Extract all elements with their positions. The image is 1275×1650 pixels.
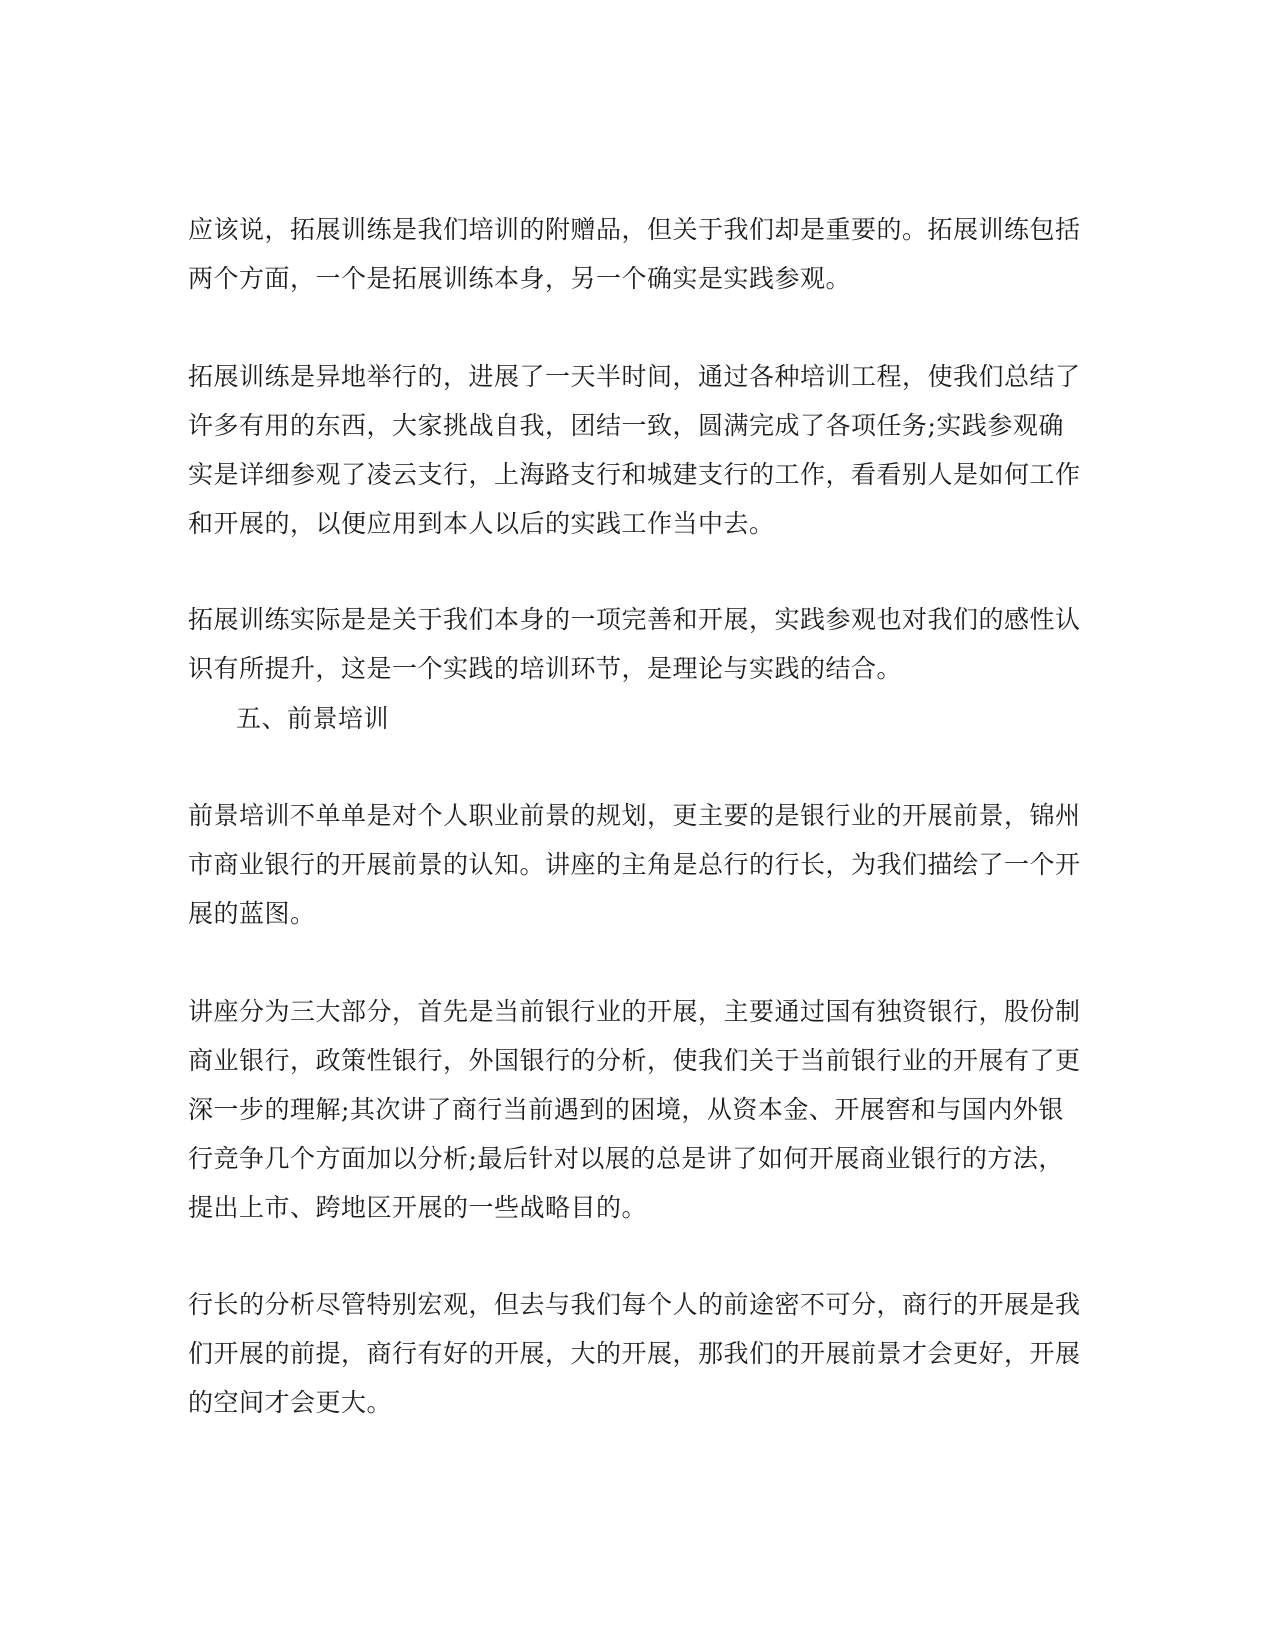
paragraph-outdoor-training-details: 拓展训练是异地举行的，进展了一天半时间，通过各种培训工程，使我们总结了许多有用的东西，大家挑战自我，团结一致，圆满完成了各项任务;实践参观确实是详细参观了凌云支行，上海路支行和城建支行的工作，看看别人是如何工作和开展的，以便应用到本人以后的实践工作当中去。	[188, 362, 1081, 538]
paragraph-outdoor-training-summary: 拓展训练实际是是关于我们本身的一项完善和开展，实践参观也对我们的感性认识有所提升，这是一个实践的培训环节，是理论与实践的结合。	[188, 605, 1081, 683]
paragraph-lecture-structure: 讲座分为三大部分，首先是当前银行业的开展，主要通过国有独资银行，股份制商业银行，政策性银行，外国银行的分析，使我们关于当前银行业的开展有了更深一步的理解;其次讲了商行当前遇到的困境，从资本金、开展窖和与国内外银行竞争几个方面加以分析;最后针对以展的总是讲了如何开展商业银行的方法，提出上市、跨地区开展的一些战略目的。	[188, 997, 1081, 1222]
section-heading: 五、前景培训	[236, 704, 390, 733]
paragraph-prospect-training-intro: 前景培训不单单是对个人职业前景的规划，更主要的是银行业的开展前景，锦州市商业银行的开展前景的认知。讲座的主角是总行的行长，为我们描绘了一个开展的蓝图。	[188, 801, 1081, 928]
paragraph-president-analysis: 行长的分析尽管特别宏观，但去与我们每个人的前途密不可分，商行的开展是我们开展的前提，商行有好的开展，大的开展，那我们的开展前景才会更好，开展的空间才会更大。	[188, 1290, 1081, 1417]
paragraph-outdoor-training-intro: 应该说，拓展训练是我们培训的附赠品，但关于我们却是重要的。拓展训练包括两个方面，一个是拓展训练本身，另一个确实是实践参观。	[188, 215, 1081, 293]
